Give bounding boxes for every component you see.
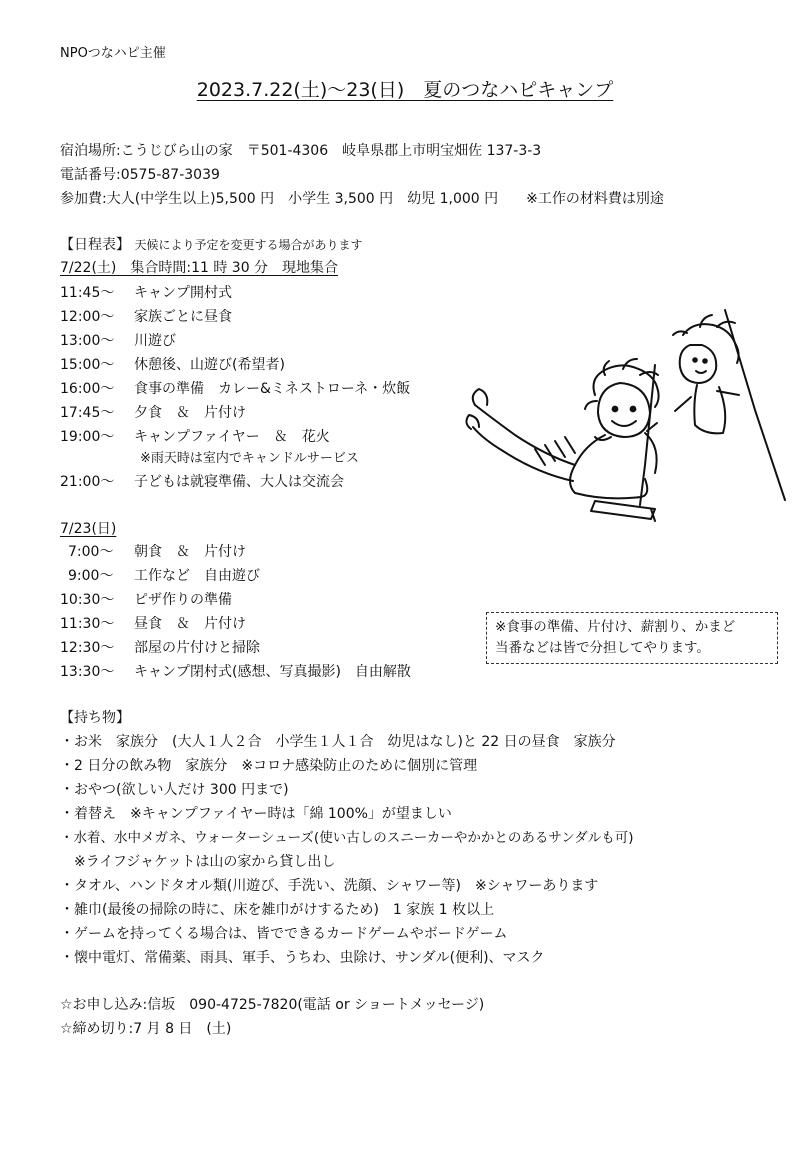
item-time: 11:30～	[60, 616, 115, 632]
duty-note-box	[486, 612, 778, 664]
item-text: キャンプファイヤー ＆ 花火	[134, 429, 330, 445]
item-time: 16:00～	[60, 381, 115, 397]
belongings-item: ・懐中電灯、常備薬、雨具、軍手、うちわ、虫除け、サンダル(便利)、マスク	[60, 950, 545, 966]
page-title-text: 2023.7.22(土)～23(日) 夏のつなハピキャンプ	[196, 79, 614, 101]
day1-item	[60, 307, 232, 327]
item-time: 13:00～	[60, 333, 115, 349]
day2-item	[60, 638, 260, 658]
schedule-header-label: 【日程表】	[60, 237, 130, 253]
item-time: 12:30～	[60, 640, 115, 656]
belongings-item: ・2 日分の飲み物 家族分 ※コロナ感染防止のために個別に管理	[60, 758, 478, 774]
item-text: 家族ごとに昼食	[134, 309, 232, 325]
item-text: 休憩後、山遊び(希望者)	[134, 357, 285, 373]
item-time: 9:00～	[68, 568, 114, 584]
item-time: 15:00～	[60, 357, 115, 373]
info-fee: 参加費:大人(中学生以上)5,500 円 小学生 3,500 円 幼児 1,000 円 ※工作の材料費は別途	[60, 191, 664, 207]
day1-item	[60, 355, 285, 375]
day1-item	[60, 403, 246, 423]
item-text: 子どもは就寝準備、大人は交流会	[134, 474, 344, 490]
contact-apply: ☆お申し込み:信坂 090-4725-7820(電話 or ショートメッセージ)	[60, 997, 485, 1013]
schedule-header-note: 天候により予定を変更する場合があります	[134, 238, 363, 252]
item-text: キャンプ開村式	[134, 285, 232, 301]
belongings-header: 【持ち物】	[60, 710, 130, 726]
item-time: 17:45～	[60, 405, 115, 421]
duty-note-line1: ※食事の準備、片付け、薪割り、かまど	[495, 619, 736, 635]
info-phone: 電話番号:0575-87-3039	[60, 167, 220, 183]
item-text: 部屋の片付けと掃除	[134, 640, 260, 656]
item-time: 13:30～	[60, 664, 115, 680]
belongings-item: ・ゲームを持ってくる場合は、皆でできるカードゲームやボードゲーム	[60, 926, 508, 942]
contact-deadline: ☆締め切り:7 月 8 日 (土)	[60, 1021, 232, 1037]
item-text: キャンプ閉村式(感想、写真撮影) 自由解散	[134, 664, 411, 680]
item-time: 11:45～	[60, 285, 115, 301]
day1-item	[60, 379, 410, 399]
item-time: 12:00～	[60, 309, 115, 325]
belongings-item: ・着替え ※キャンプファイヤー時は「綿 100%」が望ましい	[60, 806, 452, 822]
item-time: 7:00～	[68, 544, 114, 560]
item-text: 食事の準備 カレー&ミネストローネ・炊飯	[134, 381, 411, 397]
belongings-item: ・水着、水中メガネ、ウォーターシューズ(使い古しのスニーカーやかかとのあるサンダルも可)	[60, 830, 634, 846]
day1-item	[60, 283, 232, 303]
item-text: 夕食 ＆ 片付け	[134, 405, 246, 421]
duty-note-line2: 当番などは皆で分担してやります。	[495, 640, 710, 656]
day2-item	[60, 614, 246, 634]
day1-item	[60, 331, 176, 351]
belongings-item: ・タオル、ハンドタオル類(川遊び、手洗い、洗顔、シャワー等) ※シャワーあります	[60, 878, 599, 894]
day2-item	[60, 590, 232, 610]
day2-item	[60, 542, 246, 562]
day1-heading: 7/22(土) 集合時間:11 時 30 分 現地集合	[60, 260, 339, 276]
day1-item	[60, 472, 344, 492]
organizer-label: NPOつなハピ主催	[60, 46, 166, 61]
belongings-item: ・雑巾(最後の掃除の時に、床を雑巾がけするため) 1 家族 1 枚以上	[60, 902, 495, 918]
day2-item	[60, 566, 260, 586]
item-text: 朝食 ＆ 片付け	[134, 544, 246, 560]
belongings-item: ※ライフジャケットは山の家から貸し出し	[60, 854, 336, 870]
info-venue: 宿泊場所:こうじびら山の家 〒501-4306 岐阜県郡上市明宝畑佐 137-3-3	[60, 143, 542, 159]
item-time: 21:00～	[60, 474, 115, 490]
belongings-item: ・お米 家族分 (大人１人２合 小学生１人１合 幼児はなし)と 22 日の昼食 家族分	[60, 734, 616, 750]
day2-heading: 7/23(日)	[60, 521, 117, 537]
schedule-header	[60, 235, 362, 255]
item-text: ピザ作りの準備	[134, 592, 232, 608]
children-on-swing-illustration	[455, 305, 810, 535]
day2-item	[60, 662, 411, 682]
belongings-item: ・おやつ(欲しい人だけ 300 円まで)	[60, 782, 289, 798]
page-title	[0, 80, 810, 100]
item-text: 昼食 ＆ 片付け	[134, 616, 246, 632]
item-time: 10:30～	[60, 592, 115, 608]
item-text: 工作など 自由遊び	[134, 568, 260, 584]
item-text: 川遊び	[134, 333, 176, 349]
item-time: 19:00～	[60, 429, 115, 445]
rain-note: ※雨天時は室内でキャンドルサービス	[140, 451, 359, 466]
day1-item	[60, 427, 330, 447]
